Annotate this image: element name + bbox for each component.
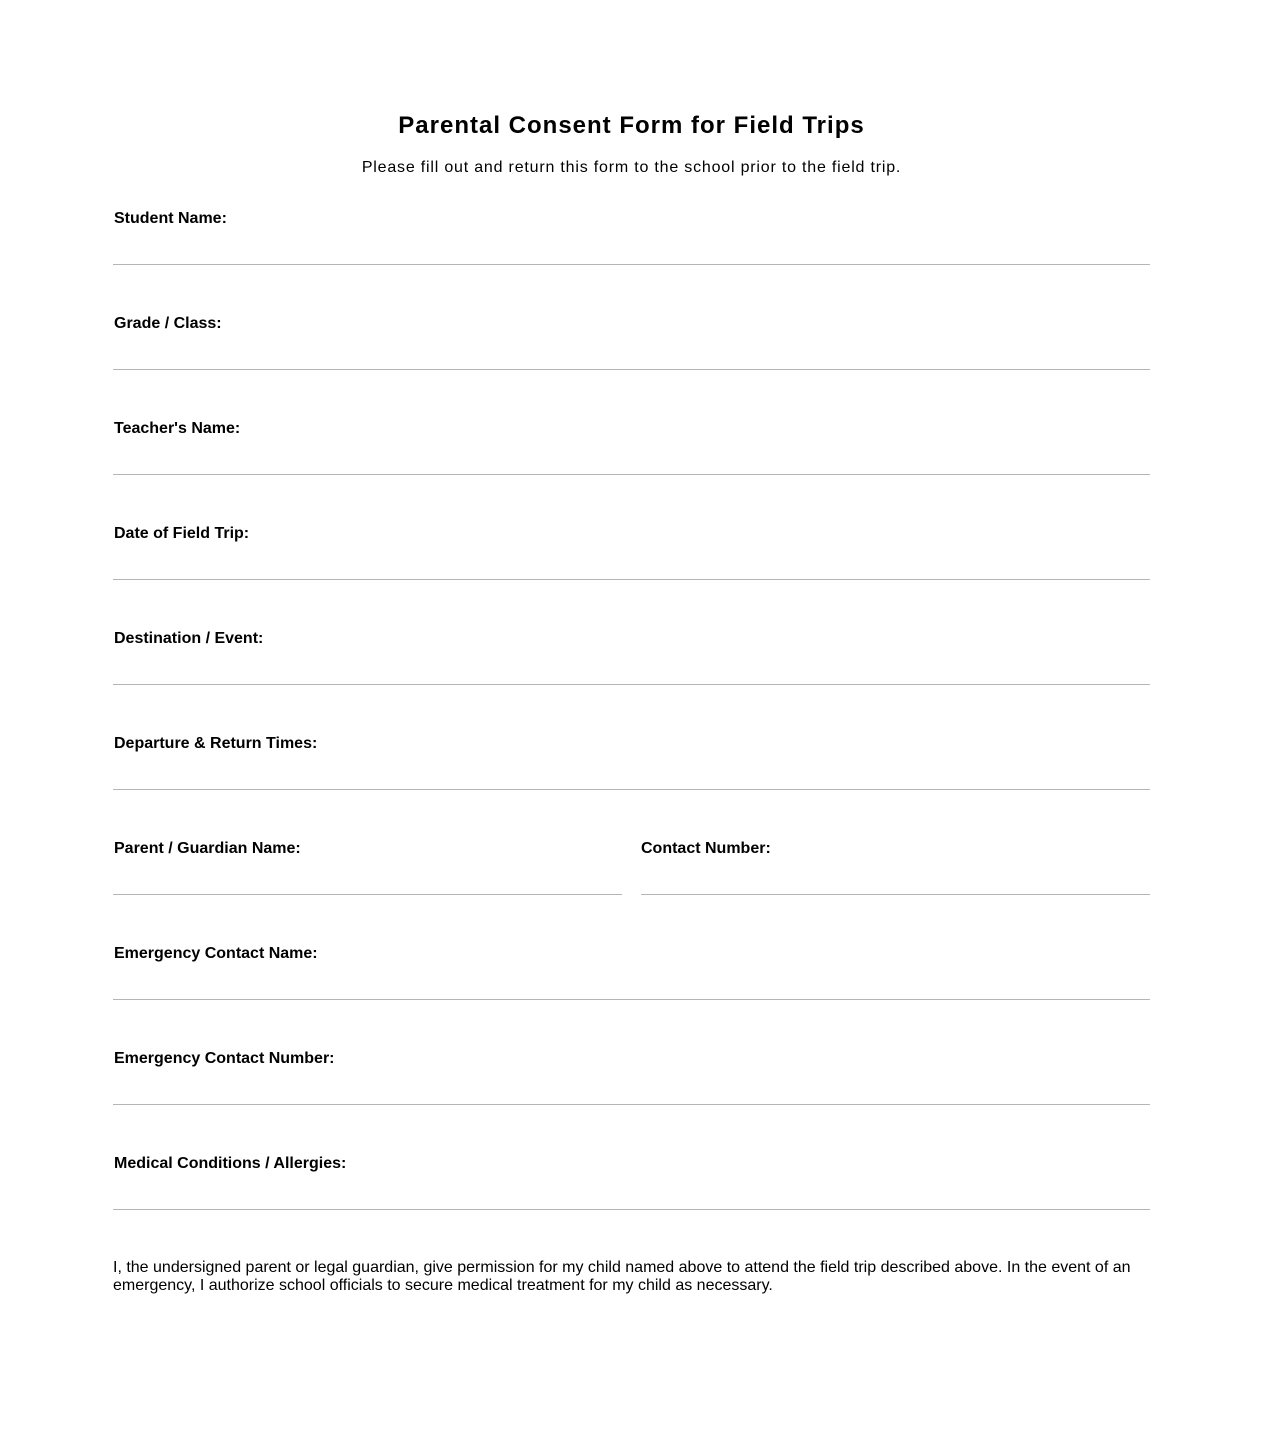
destination-field bbox=[113, 629, 1150, 686]
emergency-name-field bbox=[113, 944, 1150, 1001]
emergency-number-field bbox=[113, 1049, 1150, 1106]
guardian-name-input[interactable] bbox=[113, 867, 622, 895]
medical-input[interactable] bbox=[113, 1182, 1150, 1210]
emergency-name-input[interactable] bbox=[113, 972, 1150, 1000]
emergency-number-input[interactable] bbox=[113, 1077, 1150, 1105]
teacher-name-field bbox=[113, 419, 1150, 476]
destination-input[interactable] bbox=[113, 657, 1150, 685]
trip-date-input[interactable] bbox=[113, 552, 1150, 580]
emergency-number-label: Emergency Contact Number: bbox=[114, 1050, 335, 1067]
teacher-name-input[interactable] bbox=[113, 447, 1150, 475]
guardian-name-label: Parent / Guardian Name: bbox=[114, 840, 301, 857]
student-name-input[interactable] bbox=[113, 237, 1150, 265]
emergency-name-label: Emergency Contact Name: bbox=[114, 945, 318, 962]
times-field bbox=[113, 734, 1150, 791]
medical-label: Medical Conditions / Allergies: bbox=[114, 1155, 347, 1172]
teacher-name-label: Teacher's Name: bbox=[114, 420, 241, 437]
trip-date-label: Date of Field Trip: bbox=[114, 525, 250, 542]
times-input[interactable] bbox=[113, 762, 1150, 790]
guardian-name-field bbox=[113, 839, 622, 896]
times-label: Departure & Return Times: bbox=[114, 735, 318, 752]
student-name-field bbox=[113, 209, 1150, 266]
form-title: Parental Consent Form for Field Trips bbox=[398, 112, 865, 139]
trip-date-field bbox=[113, 524, 1150, 581]
grade-class-label: Grade / Class: bbox=[114, 315, 222, 332]
medical-field bbox=[113, 1154, 1150, 1211]
grade-class-input[interactable] bbox=[113, 342, 1150, 370]
student-name-label: Student Name: bbox=[114, 210, 227, 227]
contact-number-input[interactable] bbox=[641, 867, 1150, 895]
contact-number-label: Contact Number: bbox=[641, 840, 771, 857]
contact-number-field bbox=[641, 839, 1150, 896]
form-subtitle: Please fill out and return this form to the school prior to the field trip. bbox=[361, 159, 902, 176]
grade-class-field bbox=[113, 314, 1150, 371]
consent-statement: I, the undersigned parent or legal guardian, give permission for my child named above to attend the field trip described above. In the event of an emergency, I authorize school officials to secure medical treatment for my child as necessary. bbox=[113, 1259, 1131, 1294]
destination-label: Destination / Event: bbox=[114, 630, 264, 647]
